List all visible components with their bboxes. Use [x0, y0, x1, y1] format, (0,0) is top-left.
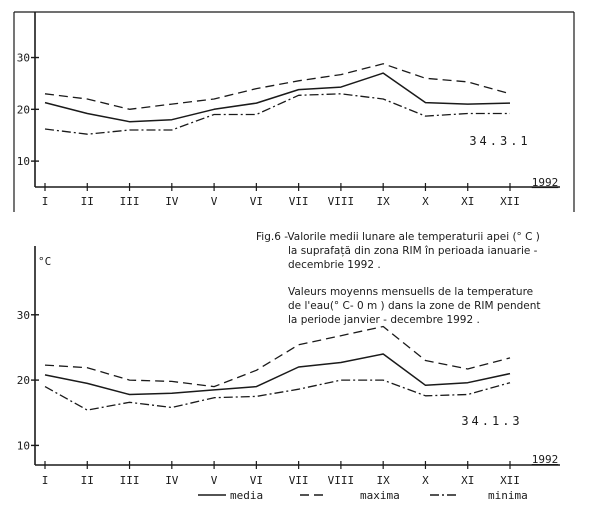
x-tick-label: XI: [461, 195, 475, 208]
x-tick-label: II: [80, 474, 94, 487]
y-tick-label: 20: [16, 103, 30, 117]
x-tick-label: X: [422, 474, 429, 487]
legend-label-maxima: maxima: [360, 489, 400, 502]
caption-fr-line-1: Valeurs moyenns mensuells de la temperature: [288, 286, 534, 298]
x-tick-label: I: [41, 195, 49, 208]
caption-fr-line-2: de l'eau(° C- 0 m ) dans la zone de RIM pendent: [288, 300, 541, 312]
caption-ro-line-2: la suprafață din zona RIM în perioada ianuarie -: [288, 245, 538, 257]
x-tick-label: X: [422, 195, 429, 208]
x-tick-label: VII: [288, 474, 309, 487]
x-tick-label: IV: [165, 474, 179, 487]
y-tick-label: 10: [16, 155, 30, 169]
x-tick-label: III: [119, 474, 140, 487]
x-tick-label: II: [80, 195, 94, 208]
x-tick-label: I: [41, 474, 49, 487]
year-label: 1992: [531, 176, 559, 189]
series-line-media: [45, 354, 510, 395]
series-line-media: [45, 73, 510, 122]
legend-label-minima: minima: [488, 489, 528, 502]
x-tick-label: V: [210, 474, 218, 487]
x-tick-label: IV: [165, 195, 179, 208]
x-tick-label: IX: [376, 474, 390, 487]
x-tick-label: VIII: [327, 474, 355, 487]
x-tick-label: XII: [500, 195, 520, 208]
chart-top: [14, 12, 574, 212]
caption-romanian: [256, 230, 586, 272]
legend: [198, 489, 528, 502]
year-label: 1992: [531, 453, 559, 466]
y-tick-label: 30: [16, 308, 30, 322]
x-tick-label: VI: [249, 195, 263, 208]
station-label: 34.1.3: [461, 414, 523, 428]
x-tick-label: XI: [461, 474, 475, 487]
x-tick-label: XII: [500, 474, 520, 487]
caption-french: [288, 285, 588, 327]
y-tick-label: 30: [16, 51, 30, 65]
x-tick-label: VII: [288, 195, 309, 208]
x-tick-label: VIII: [327, 195, 355, 208]
x-tick-label: V: [210, 195, 218, 208]
x-tick-label: III: [119, 195, 140, 208]
series-line-minima: [45, 94, 510, 134]
caption-ro-line-3: decembrie 1992 .: [288, 259, 381, 271]
caption-ro-line-1: Fig.6 -Valorile medii lunare ale temperaturii apei (° C ): [256, 231, 540, 243]
legend-label-media: media: [230, 489, 264, 502]
x-tick-label: IX: [376, 195, 390, 208]
chart-bottom: [17, 246, 560, 487]
x-tick-label: VI: [249, 474, 263, 487]
y-tick-label: 20: [16, 374, 30, 388]
y-tick-label: 10: [16, 439, 30, 453]
y-axis-unit-label: °C: [38, 255, 52, 268]
caption-fr-line-3: la periode janvier - decembre 1992 .: [288, 314, 480, 326]
station-label: 34.3.1: [469, 134, 531, 148]
